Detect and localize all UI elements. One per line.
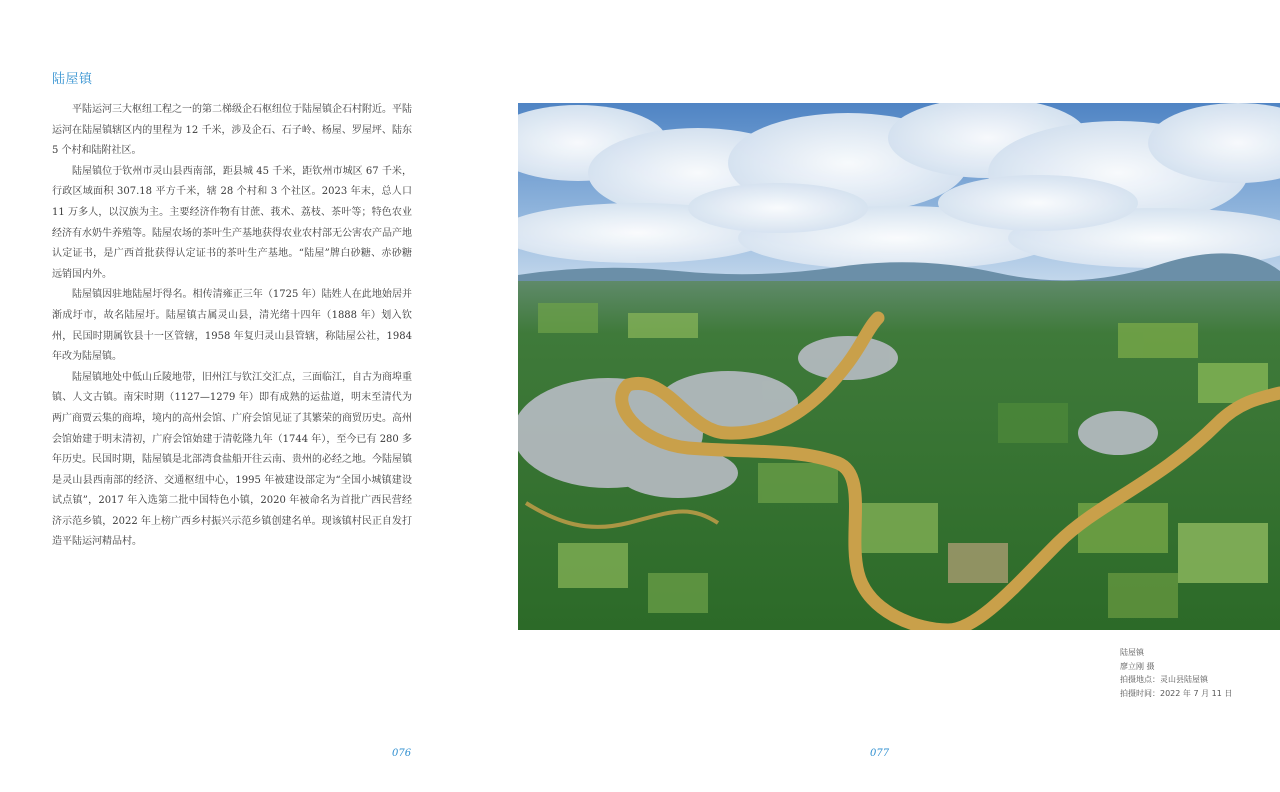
paragraph: 平陆运河三大枢纽工程之一的第二梯级企石枢纽位于陆屋镇企石村附近。平陆运河在陆屋镇辖区内的里程为 12 千米，涉及企石、石子岭、杨屋、罗屋坪、陆东 5 个村和陆附社区。 bbox=[52, 104, 412, 157]
clouds bbox=[518, 103, 1280, 270]
photo-caption bbox=[1120, 646, 1232, 700]
paragraph: 陆屋镇位于钦州市灵山县西南部，距县城 45 千米，距钦州市城区 67 千米，行政区域面积 307.18 平方千米，辖 28 个村和 3 个社区。2023 年末，总人口 11 万多人，以汉族为主。主要经济作物有甘蔗、莪术、荔枝、茶叶等；特色农业经济有水奶牛养殖等。陆屋农场的茶叶生产基地获得农业农村部无公害农产品产地认定证书，是广西首批获得认定证书的茶叶生产基地。“陆屋”牌白砂糖、赤砂糖远销国内外。 bbox=[52, 165, 412, 280]
page-number-left: 076 bbox=[392, 748, 412, 759]
page-number-right: 077 bbox=[870, 748, 890, 759]
paragraph: 陆屋镇地处中低山丘陵地带，旧州江与钦江交汇点，三面临江，自古为商埠重镇、人文古镇。南宋时期（1127—1279 年）即有成熟的运盐道，明末至清代为两广商贾云集的商埠，境内的高州会馆、广府会馆见证了其繁荣的商贸历史。高州会馆始建于明末清初，广府会馆始建于清乾隆九年（1744 年），至今已有 280 多年历史。民国时期，陆屋镇是北部湾食盐船开往云南、贵州的必经之地。今陆屋镇是灵山县西南部的经济、交通枢纽中心，1995 年被建设部定为“全国小城镇建设试点镇”，2017 年入选第二批中国特色小镇，2020 年被命名为首批广西民营经济示范乡镇，2022 年上榜广西乡村振兴示范乡镇创建名单。现该镇村民正自发打造平陆运河精品村。 bbox=[52, 371, 412, 548]
caption-photographer: 廖立刚 摄 bbox=[1120, 661, 1155, 671]
section-title: 陆屋镇 bbox=[52, 72, 93, 87]
caption-title: 陆屋镇 bbox=[1120, 648, 1144, 657]
caption-location: 拍摄地点：灵山县陆屋镇 bbox=[1120, 675, 1208, 684]
paragraph: 陆屋镇因驻地陆屋圩得名。相传清雍正三年（1725 年）陆姓人在此地始居并渐成圩市，故名陆屋圩。陆屋镇古属灵山县，清光绪十四年（1888 年）划入钦州，民国时期属钦县十一区管辖，1958 年复归灵山县管辖，称陆屋公社，1984 年改为陆屋镇。 bbox=[52, 289, 412, 363]
aerial-photo bbox=[518, 103, 1280, 630]
body-text bbox=[52, 100, 412, 553]
caption-date: 拍摄时间：2022 年 7 月 11 日 bbox=[1120, 688, 1233, 698]
aerial-photo-illustration bbox=[518, 103, 1280, 630]
